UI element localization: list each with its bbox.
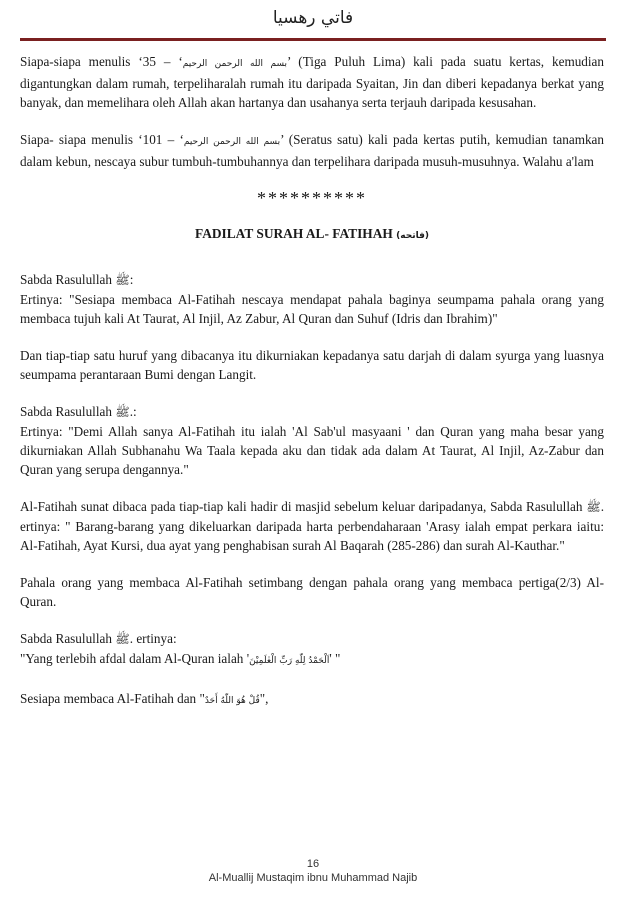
- sabda-block-1: Sabda Rasulullah ﷺ: Ertinya: "Sesiapa membaca Al-Fatihah nescaya mendapat pahala baginya seumpama pahala orang yang membaca tujuh kali At Taurat, Al Injil, Az Zabur, Al Quran dan Suhuf (Idris dan Ibrahim)": [20, 272, 604, 326]
- arabic-bismillah: بسم الله الرحمن الرحيم: [183, 137, 281, 147]
- section-heading: FADILAT SURAH AL- FATIHAH (فاتحه): [195, 226, 429, 241]
- section-separator: **********: [257, 188, 367, 208]
- paragraph-masjid: Al-Fatihah sunat dibaca pada tiap-tiap kali hadir di masjid sebelum keluar daripadanya, Sabda Rasulullah ﷺ. ertinya: " Barang-barang yang dikeluarkan daripada harta perbendaharaan 'Arasy ialah empat perkara iaitu: Al-Fatihah, Ayat Kursi, dua ayat yang penghabisan surah Al Baqarah (285-286) dan surah Al-Kauthar.": [20, 499, 605, 553]
- footer-author: Al-Muallij Mustaqim ibnu Muhammad Najib: [208, 872, 418, 884]
- paragraph-pahala: Pahala orang yang membaca Al-Fatihah setimbang dengan pahala orang yang membaca pertiga(2/3) Al-Quran.: [20, 575, 604, 609]
- page-header-title: فاتي رهسيا: [272, 8, 354, 28]
- document-body: [20, 52, 604, 729]
- salawat-icon: ﷺ: [115, 273, 130, 287]
- sabda-block-3: Sabda Rasulullah ﷺ. ertinya: "Yang terlebih afdal dalam Al-Quran ialah 'اَلْحَمْدُ لِلّٰهِ رَبِّ الْعٰلَمِيْنَ' ": [20, 631, 341, 666]
- arabic-qul-huwallahu: قُلْ هُوَ اللّٰهُ أَحَدٌ: [204, 696, 260, 706]
- sabda-block-2: Sabda Rasulullah ﷺ.: Ertinya: "Demi Allah sanya Al-Fatihah itu ialah 'Al Sab'ul masyaani ' dan Quran yang maha besar yang dikurniakan Allah Subhanahu Wa Taala kepada aku dan tidak ada dalam At Taurat, Al Injil, Az-Zabur dan Quran yang serupa dengannya.": [20, 404, 604, 477]
- arabic-bismillah: بسم الله الرحمن الرحيم: [182, 59, 287, 69]
- paragraph-101-times: Siapa- siapa menulis ‘101 – ‘بسم الله الرحمن الرحيم’ (Seratus satu) kali pada kertas putih, kemudian tanamkan dalam kebun, nescaya subur tumbuh-tumbuhannya dan terpelihara daripada musuh-musuhnya. Walahu a'lam: [20, 132, 604, 169]
- arabic-heading-label: (فاتحه): [396, 231, 429, 241]
- salawat-icon: ﷺ: [115, 405, 130, 419]
- page-number: 16: [306, 858, 320, 870]
- paragraph-35-times: Siapa-siapa menulis ‘35 – ‘بسم الله الرحمن الرحيم’ (Tiga Puluh Lima) kali pada suatu kertas, kemudian digantungkan dalam rumah, terpeliharalah rumah itu daripada Syaitan, Jin dan diberi kepadanya berkat yang banyak, dan memelihara oleh Allah akan hartanya dan usahanya serta terjauh daripada kesusahan.: [20, 54, 605, 110]
- paragraph-huruf: Dan tiap-tiap satu huruf yang dibacanya itu dikurniakan kepadanya satu darjah di dalam syurga yang luasnya seumpama perantaraan Bumi dengan Langit.: [20, 348, 604, 382]
- header-divider: [20, 38, 606, 41]
- page-footer: [0, 857, 626, 885]
- arabic-alhamdulillah: اَلْحَمْدُ لِلّٰهِ رَبِّ الْعٰلَمِيْنَ: [249, 656, 330, 666]
- salawat-icon: ﷺ: [115, 632, 130, 646]
- paragraph-ikhlas: Sesiapa membaca Al-Fatihah dan "قُلْ هُوَ اللّٰهُ أَحَدٌ",: [20, 691, 269, 706]
- salawat-icon: ﷺ: [586, 500, 601, 514]
